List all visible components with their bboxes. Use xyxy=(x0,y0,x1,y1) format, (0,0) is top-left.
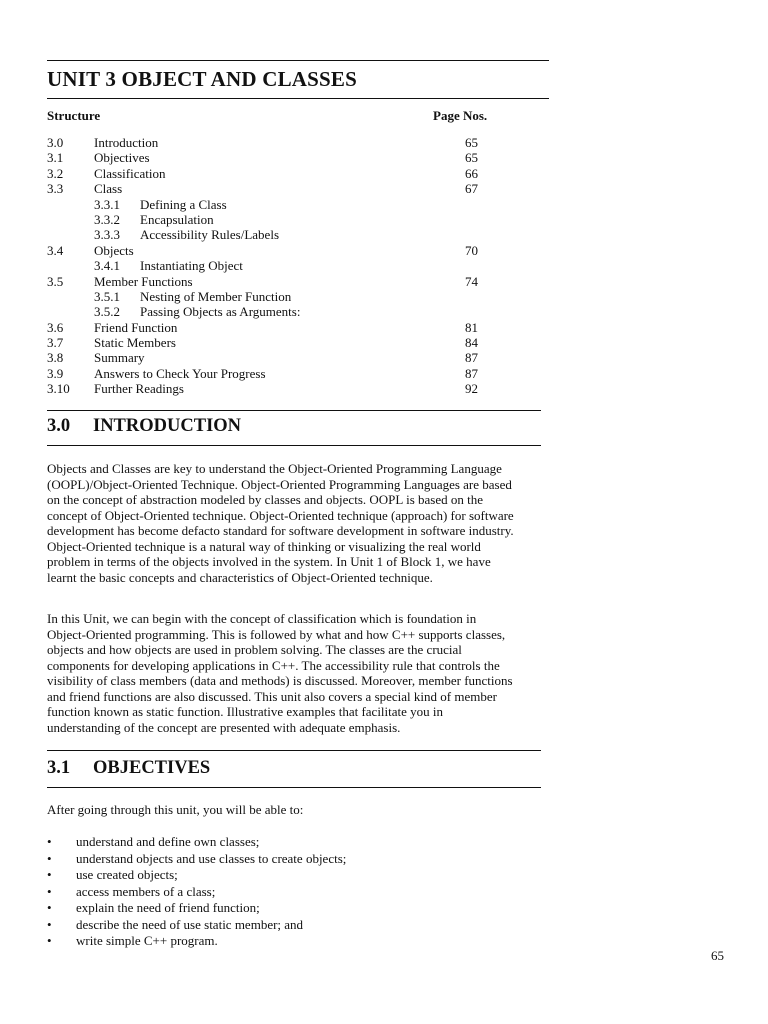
toc-row xyxy=(47,289,507,304)
list-item-text: access members of a class; xyxy=(76,883,216,899)
toc-number: 3.3.3 xyxy=(94,227,120,243)
toc-number: 3.9 xyxy=(47,365,64,381)
list-item xyxy=(47,900,517,917)
bullet-icon: • xyxy=(47,834,52,849)
toc-row xyxy=(47,197,507,212)
objectives-bottom-rule xyxy=(47,787,541,788)
section-title: INTRODUCTION xyxy=(93,416,242,436)
toc-number: 3.0 xyxy=(47,135,64,150)
toc-title: Nesting of Member Function xyxy=(140,288,292,304)
top-rule xyxy=(47,60,549,61)
bullet-icon: • xyxy=(47,916,52,932)
bullet-icon: • xyxy=(47,850,52,866)
toc-page: 87 xyxy=(465,365,478,381)
toc-row xyxy=(47,274,507,289)
toc-row xyxy=(47,335,507,350)
intro-paragraph-2: In this Unit, we can begin with the concept of classification which is foundation in Object-Oriented programming. This is followed by what and how C++ supports classes, objects and how objects are used in problem solving. The classes are the crucial components for developing applications in C++. The accessibility rule that controls the visibility of class members (data and methods) is discussed. Moreover, member functions and friend functions are also discussed. This unit also covers a special kind of member function known as static function. Illustrative examples that facilitate you in understanding of the concept are presented with adequate emphasis. xyxy=(47,611,513,735)
toc-row xyxy=(47,135,507,150)
toc-title: Objectives xyxy=(94,150,150,166)
section-title: OBJECTIVES xyxy=(93,758,211,778)
objectives-lead: After going through this unit, you will be able to: xyxy=(47,802,304,817)
toc-title: Static Members xyxy=(94,335,176,351)
list-item xyxy=(47,884,517,901)
toc-title: Classification xyxy=(94,165,166,181)
section-number: 3.0 xyxy=(47,416,71,436)
toc-row xyxy=(47,258,507,273)
list-item-text: use created objects; xyxy=(76,867,178,882)
toc-title: Class xyxy=(94,181,123,197)
toc-number: 3.3.1 xyxy=(94,196,120,212)
list-item-text: understand objects and use classes to create objects; xyxy=(76,850,347,866)
toc-row xyxy=(47,366,507,381)
toc-title: Encapsulation xyxy=(140,211,214,227)
toc-number: 3.10 xyxy=(47,381,70,397)
list-item xyxy=(47,851,517,868)
list-item xyxy=(47,834,517,851)
toc-page: 67 xyxy=(465,181,478,197)
intro-paragraph-1: Objects and Classes are key to understand the Object-Oriented Programming Language (OOPL)/Object-Oriented Technique. Object-Oriented Programming Languages are based on the concept of abstraction modeled by classes and objects. OOPL is based on the concept of Object-Oriented technique. Object-Oriented technique (approach) for software development has become defacto standard for software development in software industry. Object-Oriented technique is a natural way of thinking or visualizing the real world problem in terms of the objects involved in the system. In Unit 1 of Block 1, we have learnt the basic concepts and characteristics of Object-Oriented technique. xyxy=(47,461,514,585)
toc-row xyxy=(47,150,507,165)
toc-number: 3.6 xyxy=(47,319,64,335)
list-item xyxy=(47,917,517,934)
bullet-icon: • xyxy=(47,883,52,899)
section-number: 3.1 xyxy=(47,758,71,778)
toc-number: 3.5 xyxy=(47,273,64,289)
toc-row xyxy=(47,227,507,242)
list-item xyxy=(47,867,517,884)
toc-page: 66 xyxy=(465,165,478,181)
toc-title: Member Functions xyxy=(94,273,193,289)
toc-number: 3.2 xyxy=(47,165,64,181)
list-item-text: explain the need of friend function; xyxy=(76,900,260,915)
toc-title: Friend Function xyxy=(94,319,178,335)
toc-title: Answers to Check Your Progress xyxy=(94,365,266,381)
toc-row xyxy=(47,304,507,319)
toc-page: 65 xyxy=(465,135,478,150)
section-heading-objectives xyxy=(47,758,210,779)
bullet-icon: • xyxy=(47,867,52,882)
intro-bottom-rule xyxy=(47,445,541,446)
toc-title: Defining a Class xyxy=(140,196,227,212)
toc-title: Summary xyxy=(94,350,145,366)
toc-number: 3.8 xyxy=(47,350,64,366)
page-nos-label: Page Nos. xyxy=(433,108,488,123)
toc-title: Accessibility Rules/Labels xyxy=(140,227,280,243)
page-number: 65 xyxy=(711,948,724,963)
list-item-text: write simple C++ program. xyxy=(76,933,218,948)
section-heading-introduction xyxy=(47,416,241,437)
toc-row xyxy=(47,181,507,196)
toc-page: 65 xyxy=(465,150,478,166)
toc-page: 87 xyxy=(465,350,478,366)
toc-number: 3.7 xyxy=(47,335,64,351)
toc-title: Objects xyxy=(94,242,134,258)
bullet-icon: • xyxy=(47,900,52,915)
toc-row xyxy=(47,320,507,335)
objectives-top-rule xyxy=(47,750,541,751)
bullet-icon: • xyxy=(47,933,52,948)
toc-title: Instantiating Object xyxy=(140,258,243,274)
toc-row xyxy=(47,166,507,181)
objectives-list xyxy=(47,834,517,950)
toc-number: 3.3.2 xyxy=(94,211,120,227)
structure-label: Structure xyxy=(47,108,101,123)
toc-number: 3.5.1 xyxy=(94,288,120,304)
toc-row xyxy=(47,212,507,227)
toc-number: 3.3 xyxy=(47,181,64,197)
table-of-contents xyxy=(47,135,507,397)
toc-page: 70 xyxy=(465,242,478,258)
toc-page: 84 xyxy=(465,335,478,351)
list-item xyxy=(47,933,517,950)
list-item-text: describe the need of use static member; and xyxy=(76,916,304,932)
toc-number: 3.4 xyxy=(47,242,64,258)
toc-row xyxy=(47,381,507,396)
list-item-text: understand and define own classes; xyxy=(76,834,260,849)
toc-title: Passing Objects as Arguments: xyxy=(140,304,301,320)
toc-number: 3.5.2 xyxy=(94,304,120,320)
toc-title: Further Readings xyxy=(94,381,184,397)
toc-page: 74 xyxy=(465,273,478,289)
unit-title: UNIT 3 OBJECT AND CLASSES xyxy=(47,67,357,91)
toc-number: 3.4.1 xyxy=(94,258,120,274)
toc-row xyxy=(47,243,507,258)
intro-top-rule xyxy=(47,410,541,411)
toc-row xyxy=(47,350,507,365)
toc-page: 81 xyxy=(465,319,478,335)
toc-number: 3.1 xyxy=(47,150,64,166)
unit-title-rule xyxy=(47,98,549,99)
toc-page: 92 xyxy=(465,381,478,397)
toc-title: Introduction xyxy=(94,135,159,150)
